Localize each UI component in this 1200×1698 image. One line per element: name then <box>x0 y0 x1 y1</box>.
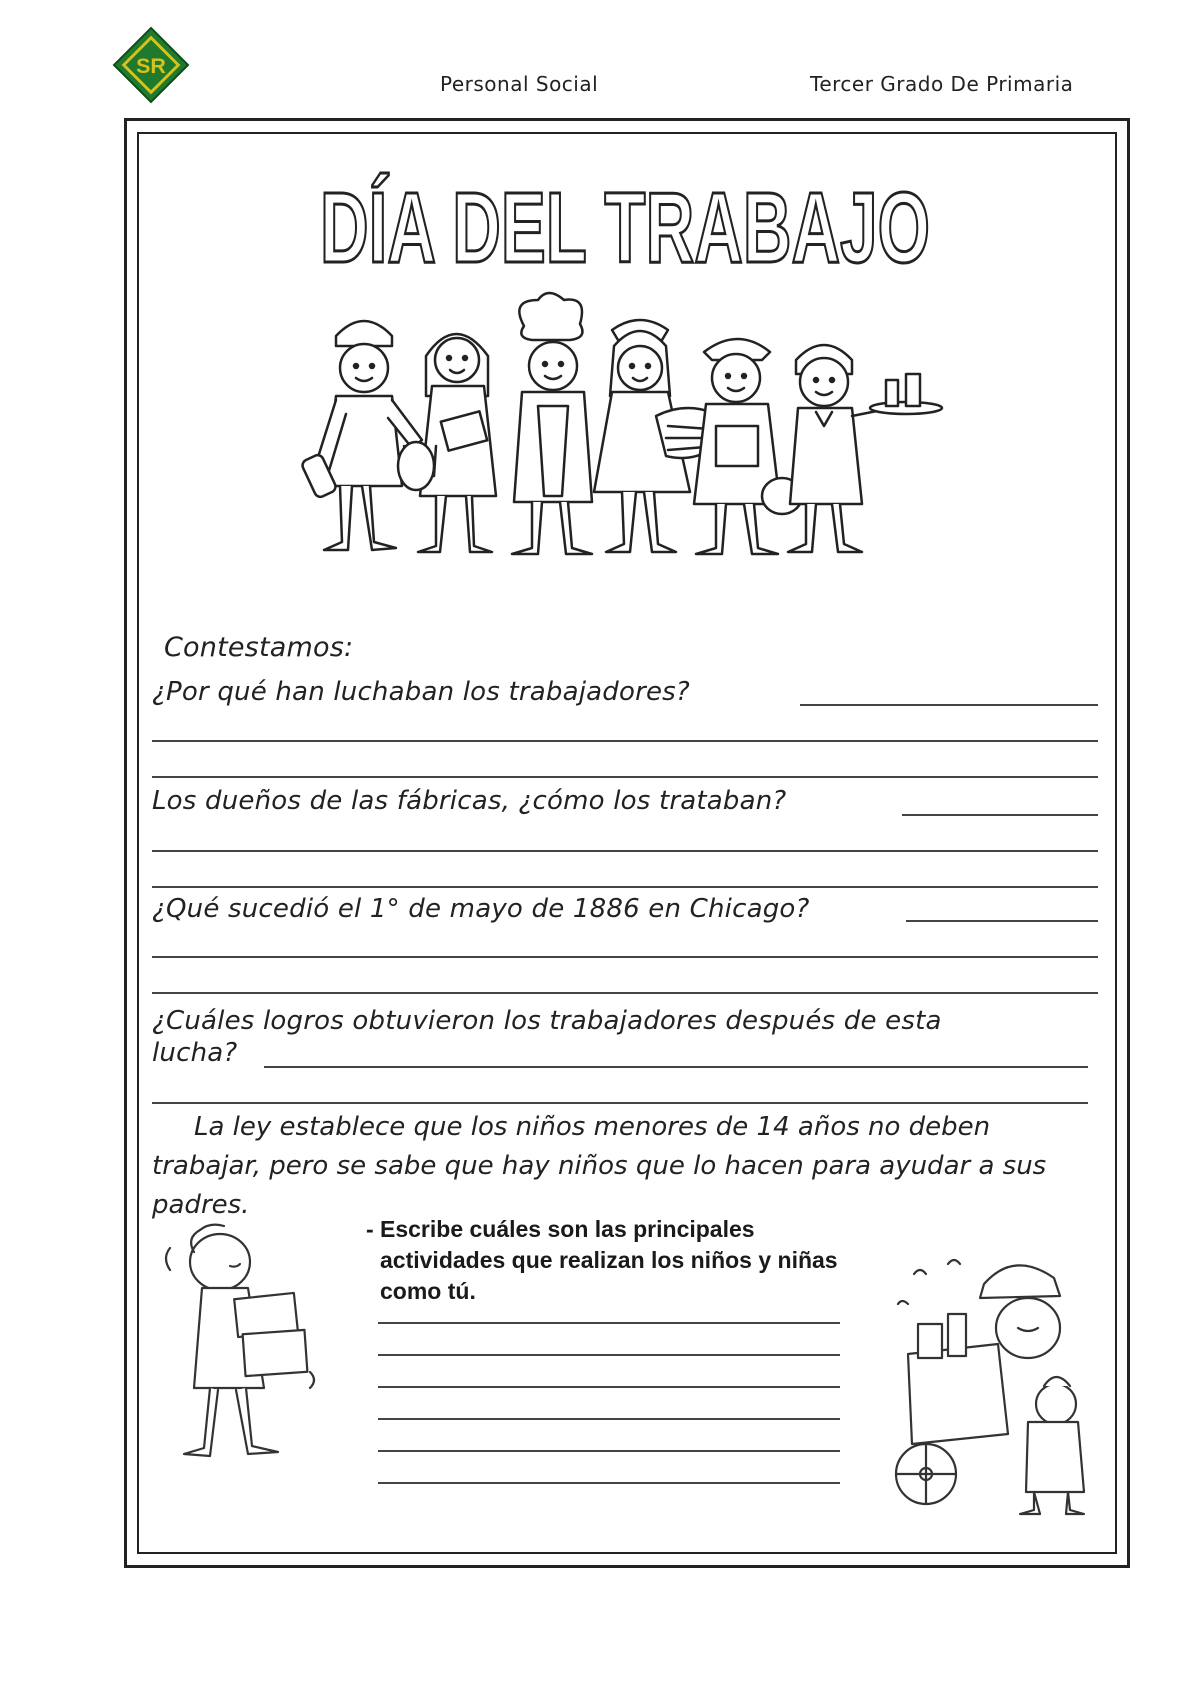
workers-illustration <box>296 296 946 608</box>
answer-line[interactable] <box>152 850 1098 852</box>
instruction-block <box>366 1214 866 1307</box>
instruction-dash: - <box>366 1216 374 1242</box>
grade-label: Tercer Grado De Primaria <box>810 72 1074 96</box>
answer-line[interactable] <box>152 776 1098 778</box>
law-paragraph: La ley establece que los niños menores de 14 años no deben trabajar, pero se sabe que hay niños que lo hacen para ayudar a sus padres. <box>152 1112 1047 1220</box>
worker-waiter-figure <box>788 345 942 552</box>
worksheet-title-text: DÍA DEL TRABAJO <box>320 172 930 284</box>
answer-line[interactable] <box>264 1066 1088 1068</box>
answer-line[interactable] <box>378 1418 840 1420</box>
subject-label: Personal Social <box>440 72 599 96</box>
question-2-text: Los dueños de las fábricas, ¿cómo los trataban? <box>152 786 787 816</box>
answer-line[interactable] <box>152 956 1098 958</box>
svg-text:SR: SR <box>136 53 166 78</box>
section-label: Contestamos: <box>164 632 354 663</box>
worker-chef-figure <box>512 293 592 554</box>
answer-line[interactable] <box>152 740 1098 742</box>
worker-gardener-figure <box>694 339 802 554</box>
answer-line[interactable] <box>378 1450 840 1452</box>
question-1-text: ¿Por qué han luchaban los trabajadores? <box>152 677 690 707</box>
worksheet-title <box>310 168 940 284</box>
question-3-text: ¿Qué sucedió el 1° de mayo de 1886 en Chicago? <box>152 894 810 924</box>
worker-builder-figure <box>301 321 422 550</box>
worker-office-girl-figure <box>398 334 496 552</box>
answer-line[interactable] <box>800 704 1098 706</box>
answer-line[interactable] <box>378 1482 840 1484</box>
instruction-text: Escribe cuáles son las principales actividades que realizan los niños y niñas como tú. <box>380 1216 838 1304</box>
question-4-text-line2: lucha? <box>152 1038 238 1068</box>
answer-line[interactable] <box>152 992 1098 994</box>
answer-line[interactable] <box>152 1102 1088 1104</box>
question-4-text-line1: ¿Cuáles logros obtuvieron los trabajadores después de esta <box>152 1006 942 1036</box>
answer-line[interactable] <box>152 886 1098 888</box>
answer-line[interactable] <box>378 1322 840 1324</box>
answer-line[interactable] <box>378 1354 840 1356</box>
answer-line[interactable] <box>902 814 1098 816</box>
boy-carrying-boxes-illustration <box>150 1222 350 1472</box>
school-logo-icon <box>112 26 190 104</box>
child-vendor-cart-illustration <box>878 1244 1098 1516</box>
answer-line[interactable] <box>906 920 1098 922</box>
answer-line[interactable] <box>378 1386 840 1388</box>
